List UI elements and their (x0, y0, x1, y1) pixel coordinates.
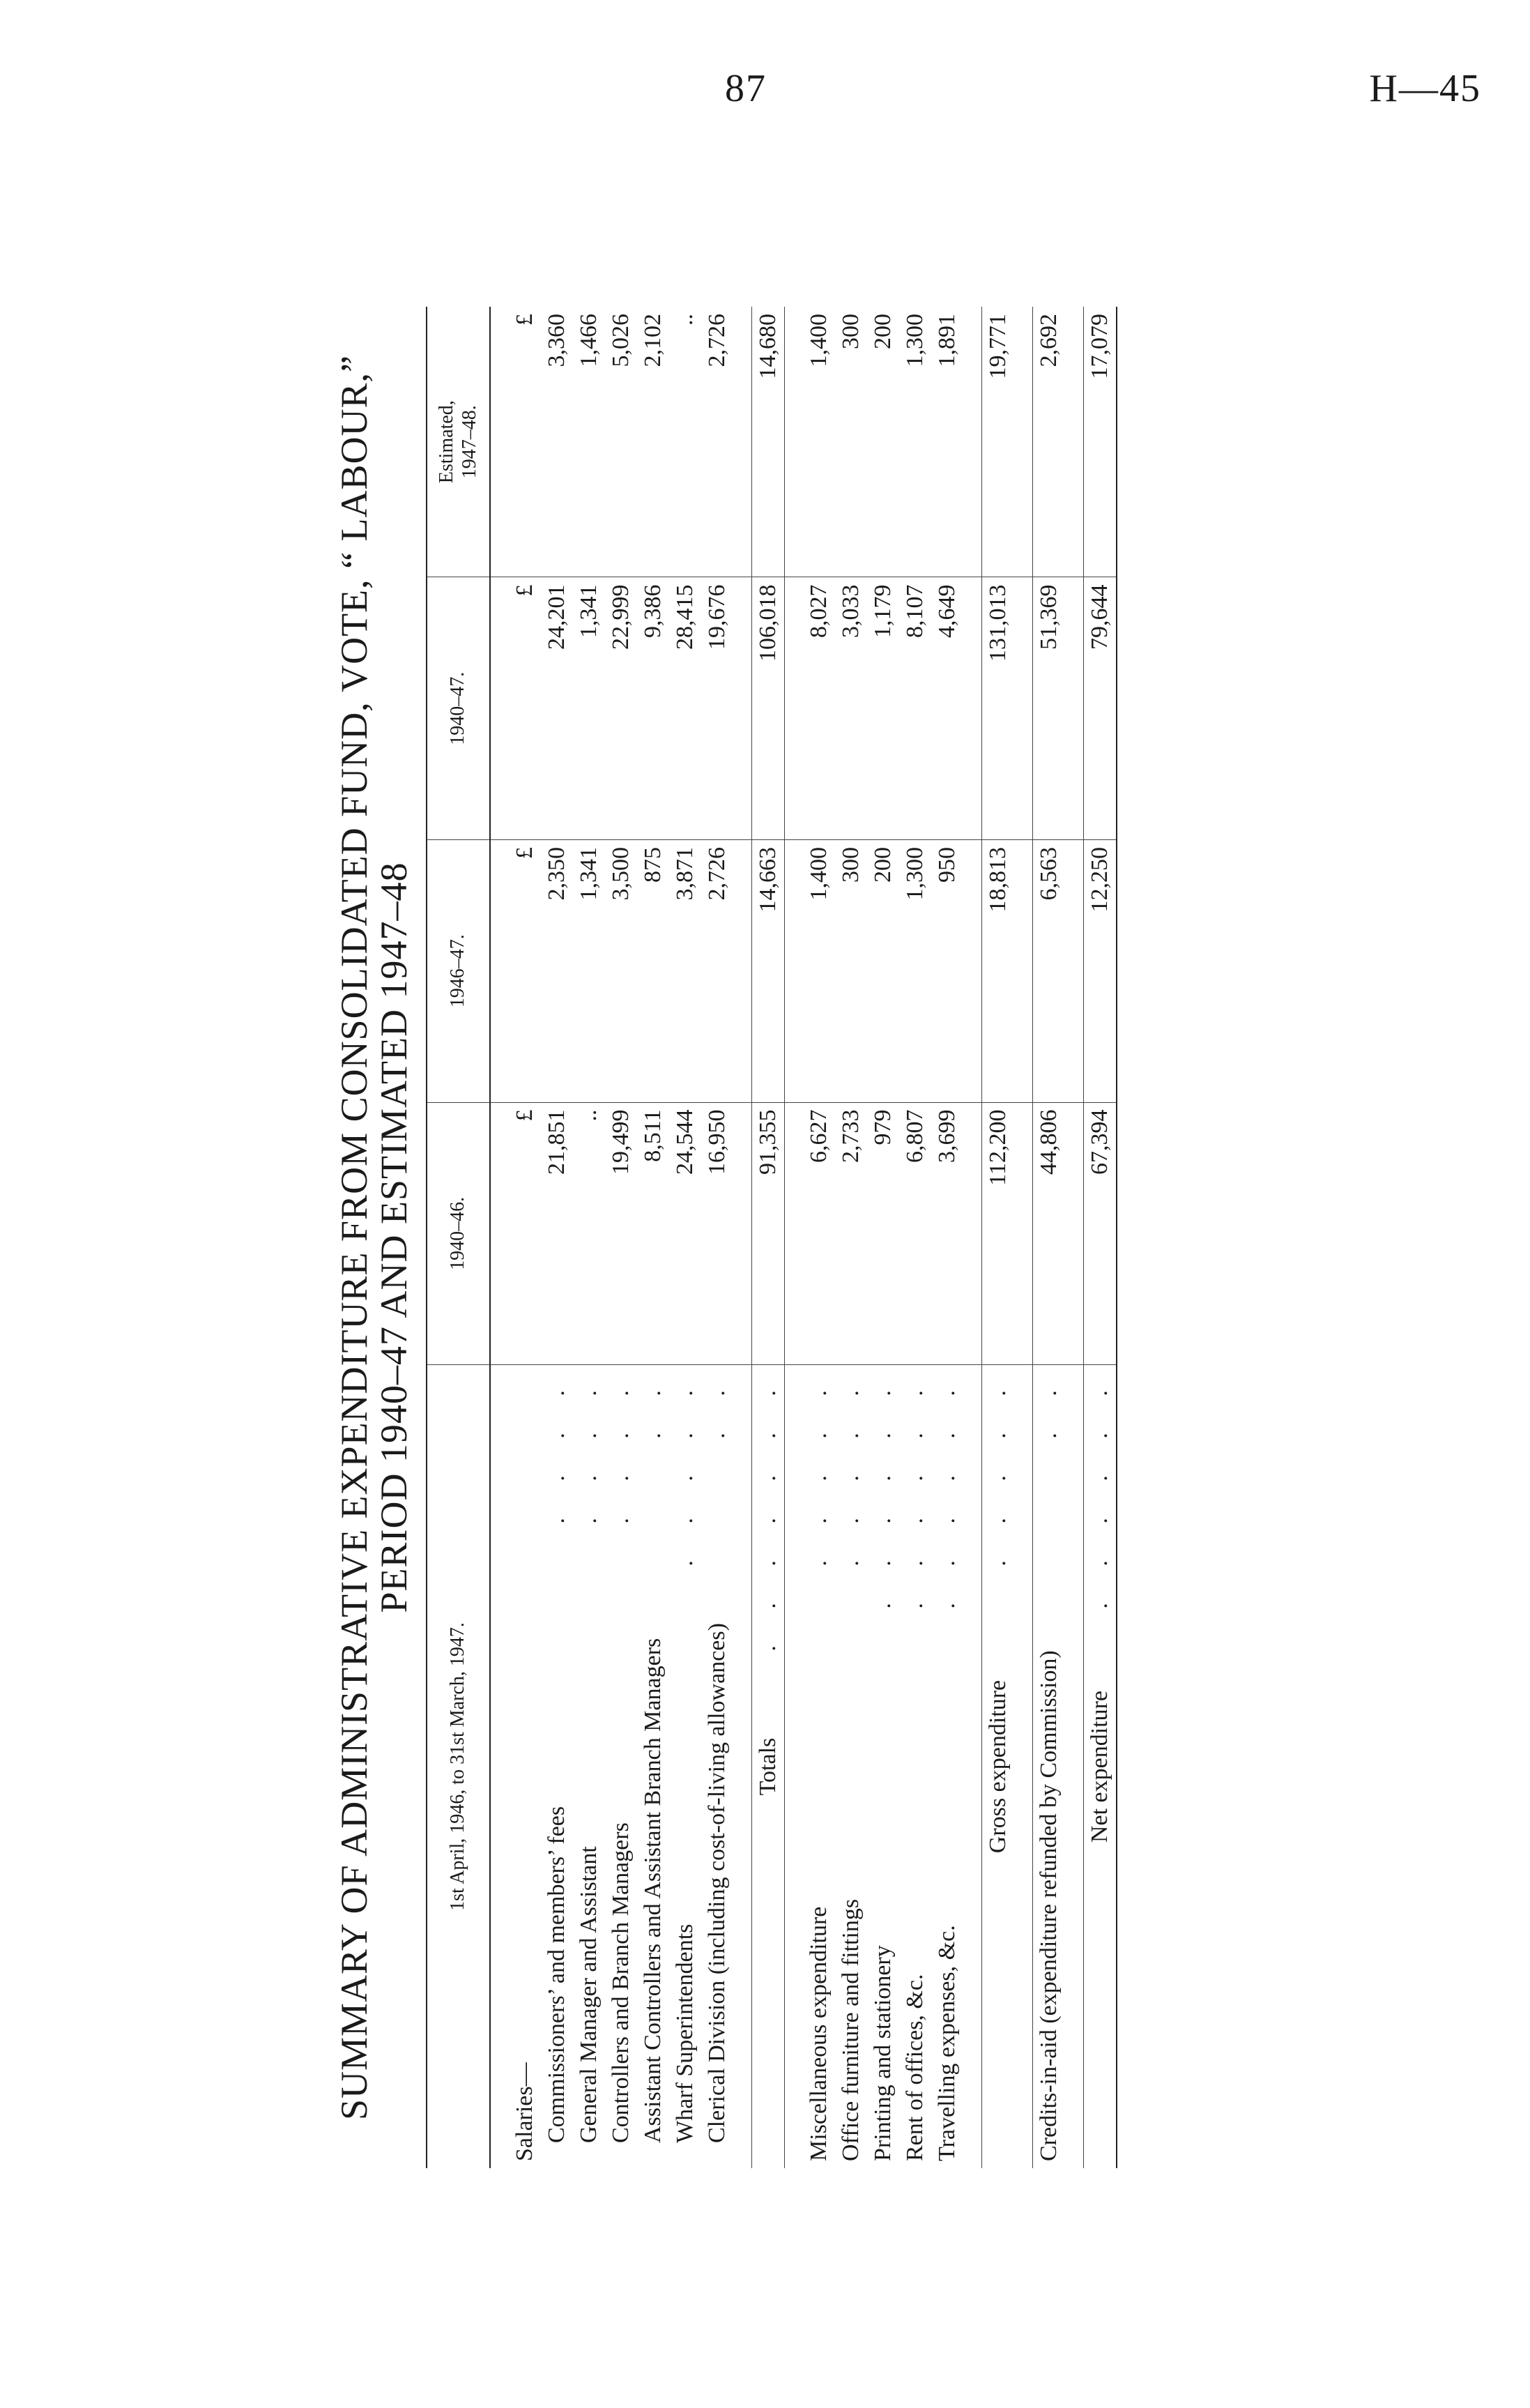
leader-dots: . . . . (543, 1375, 569, 1524)
leader-dots: . . . . . (671, 1375, 698, 1567)
value-1940-46: 6,627 (803, 1102, 835, 1365)
credits-1946-47: 6,563 (1032, 840, 1065, 1103)
row-label: Printing and stationery (869, 1945, 896, 2161)
value-1946-47: 950 (931, 840, 963, 1103)
table-row (803, 307, 835, 2168)
totals-1940-47: 106,018 (751, 577, 784, 840)
row-label: Travelling expenses, &c. (933, 1925, 960, 2161)
value-1946-47: 200 (867, 840, 899, 1103)
value-1946-47: 1,300 (899, 840, 931, 1103)
credits-1940-46: 44,806 (1032, 1102, 1065, 1365)
value-1940-46: 8,511 (637, 1102, 669, 1365)
value-estimated: 200 (867, 307, 899, 577)
table-row (669, 307, 701, 2168)
value-1940-47: 24,201 (541, 577, 573, 840)
row-label: Office furniture and fittings (837, 1898, 864, 2161)
value-1940-47: 4,649 (931, 577, 963, 840)
value-1940-47: 9,386 (637, 577, 669, 840)
value-1940-47: 3,033 (835, 577, 867, 840)
gross-expenditure-row (981, 307, 1014, 2168)
value-1940-46: 16,950 (701, 1102, 733, 1365)
value-1940-47: 19,676 (701, 577, 733, 840)
value-1946-47: 1,341 (573, 840, 605, 1103)
value-1946-47: 1,400 (803, 840, 835, 1103)
leader-dots: . . . . . . . (754, 1375, 781, 1652)
leader-dots: . . (703, 1375, 730, 1439)
spacer-row (963, 307, 982, 2168)
table-row (701, 307, 733, 2168)
value-1940-46: 3,699 (931, 1102, 963, 1365)
page-number: 87 (725, 67, 767, 110)
net-1946-47: 12,250 (1083, 840, 1117, 1103)
table-row (605, 307, 637, 2168)
value-estimated: 2,726 (701, 307, 733, 577)
value-estimated: 5,026 (605, 307, 637, 577)
title-line-2: PERIOD 1940–47 AND ESTIMATED 1947–48 (372, 862, 415, 1613)
title-line-1: SUMMARY OF ADMINISTRATIVE EXPENDITURE FROM CONSOLIDATED FUND, VOTE, “ LABOUR,” (333, 354, 375, 2121)
totals-row (751, 307, 784, 2168)
salaries-heading: Salaries— (511, 2062, 537, 2161)
currency-symbol: £ (509, 1102, 541, 1365)
column-header-description: 1st April, 1946, to 31st March, 1947. (427, 1365, 489, 2168)
value-1940-46: 21,851 (541, 1102, 573, 1365)
table-row (867, 307, 899, 2168)
value-estimated: 1,891 (931, 307, 963, 577)
row-label: Controllers and Branch Managers (607, 1822, 634, 2143)
value-1946-47: 875 (637, 840, 669, 1103)
column-header-1946-47: 1946–47. (427, 840, 489, 1103)
value-1946-47: 2,350 (541, 840, 573, 1103)
leader-dots: . . . . . . (933, 1375, 960, 1609)
leader-dots: . . . . . . (869, 1375, 896, 1609)
value-estimated: 300 (835, 307, 867, 577)
leader-dots: . . . . (575, 1375, 602, 1524)
value-estimated: .. (669, 307, 701, 577)
net-label: Net expenditure (1086, 1691, 1112, 1843)
table-row (835, 307, 867, 2168)
table-row (573, 307, 605, 2168)
totals-estimated: 14,680 (751, 307, 784, 577)
estimated-year: 1947–48. (458, 405, 480, 479)
net-1940-47: 79,644 (1083, 577, 1117, 840)
value-1940-46: 6,807 (899, 1102, 931, 1365)
value-1940-47: 8,027 (803, 577, 835, 840)
value-1946-47: 300 (835, 840, 867, 1103)
expenditure-summary-table (426, 307, 1117, 2168)
leader-dots: . . . . . (805, 1375, 832, 1567)
currency-symbol: £ (509, 840, 541, 1103)
table-title (335, 307, 413, 2168)
table-row (931, 307, 963, 2168)
currency-symbol: £ (509, 577, 541, 840)
table-row (899, 307, 931, 2168)
row-label: Assistant Controllers and Assistant Branch Managers (639, 1638, 666, 2143)
estimated-label: Estimated, (436, 400, 458, 484)
spacer-row (1065, 307, 1084, 2168)
spacer-row (784, 307, 803, 2168)
totals-1946-47: 14,663 (751, 840, 784, 1103)
value-estimated: 1,400 (803, 307, 835, 577)
value-1940-47: 1,179 (867, 577, 899, 840)
leader-dots: . . . . . (837, 1375, 864, 1567)
value-1940-46: 19,499 (605, 1102, 637, 1365)
value-1946-47: 2,726 (701, 840, 733, 1103)
totals-1940-46: 91,355 (751, 1102, 784, 1365)
totals-label: Totals (754, 1737, 781, 1796)
row-label: Wharf Superintendents (671, 1923, 698, 2143)
currency-symbol: £ (509, 307, 541, 577)
row-label: General Manager and Assistant (575, 1846, 602, 2143)
document-reference: H—45 (1369, 67, 1481, 110)
table-header-row (427, 307, 489, 2168)
value-1940-47: 28,415 (669, 577, 701, 840)
leader-dots: . . . . . . (901, 1375, 928, 1609)
spacer-row (1014, 307, 1033, 2168)
credits-1940-47: 51,369 (1032, 577, 1065, 840)
table-row (541, 307, 573, 2168)
gross-1940-46: 112,200 (981, 1102, 1014, 1365)
row-label: Clerical Division (including cost-of-living allowances) (703, 1623, 730, 2143)
credits-label: Credits-in-aid (expenditure refunded by Commission) (1035, 1650, 1062, 2161)
column-header-estimated (427, 307, 489, 577)
value-estimated: 1,300 (899, 307, 931, 577)
value-1940-46: 979 (867, 1102, 899, 1365)
row-label: Commissioners’ and members’ fees (543, 1806, 569, 2143)
leader-dots: . . . . . (984, 1375, 1011, 1567)
leader-dots: . . (639, 1375, 666, 1439)
gross-1940-47: 131,013 (981, 577, 1014, 840)
gross-1946-47: 18,813 (981, 840, 1014, 1103)
currency-row (509, 307, 541, 2168)
leader-dots: . . . . (607, 1375, 634, 1524)
net-estimated: 17,079 (1083, 307, 1117, 577)
net-1940-46: 67,394 (1083, 1102, 1117, 1365)
value-1946-47: 3,871 (669, 840, 701, 1103)
value-1946-47: 3,500 (605, 840, 637, 1103)
spacer-row (490, 307, 509, 2168)
value-1940-47: 1,341 (573, 577, 605, 840)
leader-dots: . . . . . . (1086, 1375, 1112, 1609)
spacer-row (733, 307, 752, 2168)
row-label: Miscellaneous expenditure (805, 1906, 832, 2161)
credits-estimated: 2,692 (1032, 307, 1065, 577)
value-1940-47: 8,107 (899, 577, 931, 840)
value-estimated: 2,102 (637, 307, 669, 577)
credits-in-aid-row (1032, 307, 1065, 2168)
value-1940-47: 22,999 (605, 577, 637, 840)
rotated-table-section (335, 307, 1234, 2168)
value-estimated: 1,466 (573, 307, 605, 577)
value-1940-46: 2,733 (835, 1102, 867, 1365)
leader-dots: . . (1035, 1375, 1062, 1439)
gross-label: Gross expenditure (984, 1679, 1011, 1854)
net-expenditure-row (1083, 307, 1117, 2168)
value-1940-46: .. (573, 1102, 605, 1365)
column-header-1940-46: 1940–46. (427, 1102, 489, 1365)
value-estimated: 3,360 (541, 307, 573, 577)
table-row (637, 307, 669, 2168)
value-1940-46: 24,544 (669, 1102, 701, 1365)
row-label: Rent of offices, &c. (901, 1974, 928, 2161)
column-header-1940-47: 1940–47. (427, 577, 489, 840)
gross-estimated: 19,771 (981, 307, 1014, 577)
